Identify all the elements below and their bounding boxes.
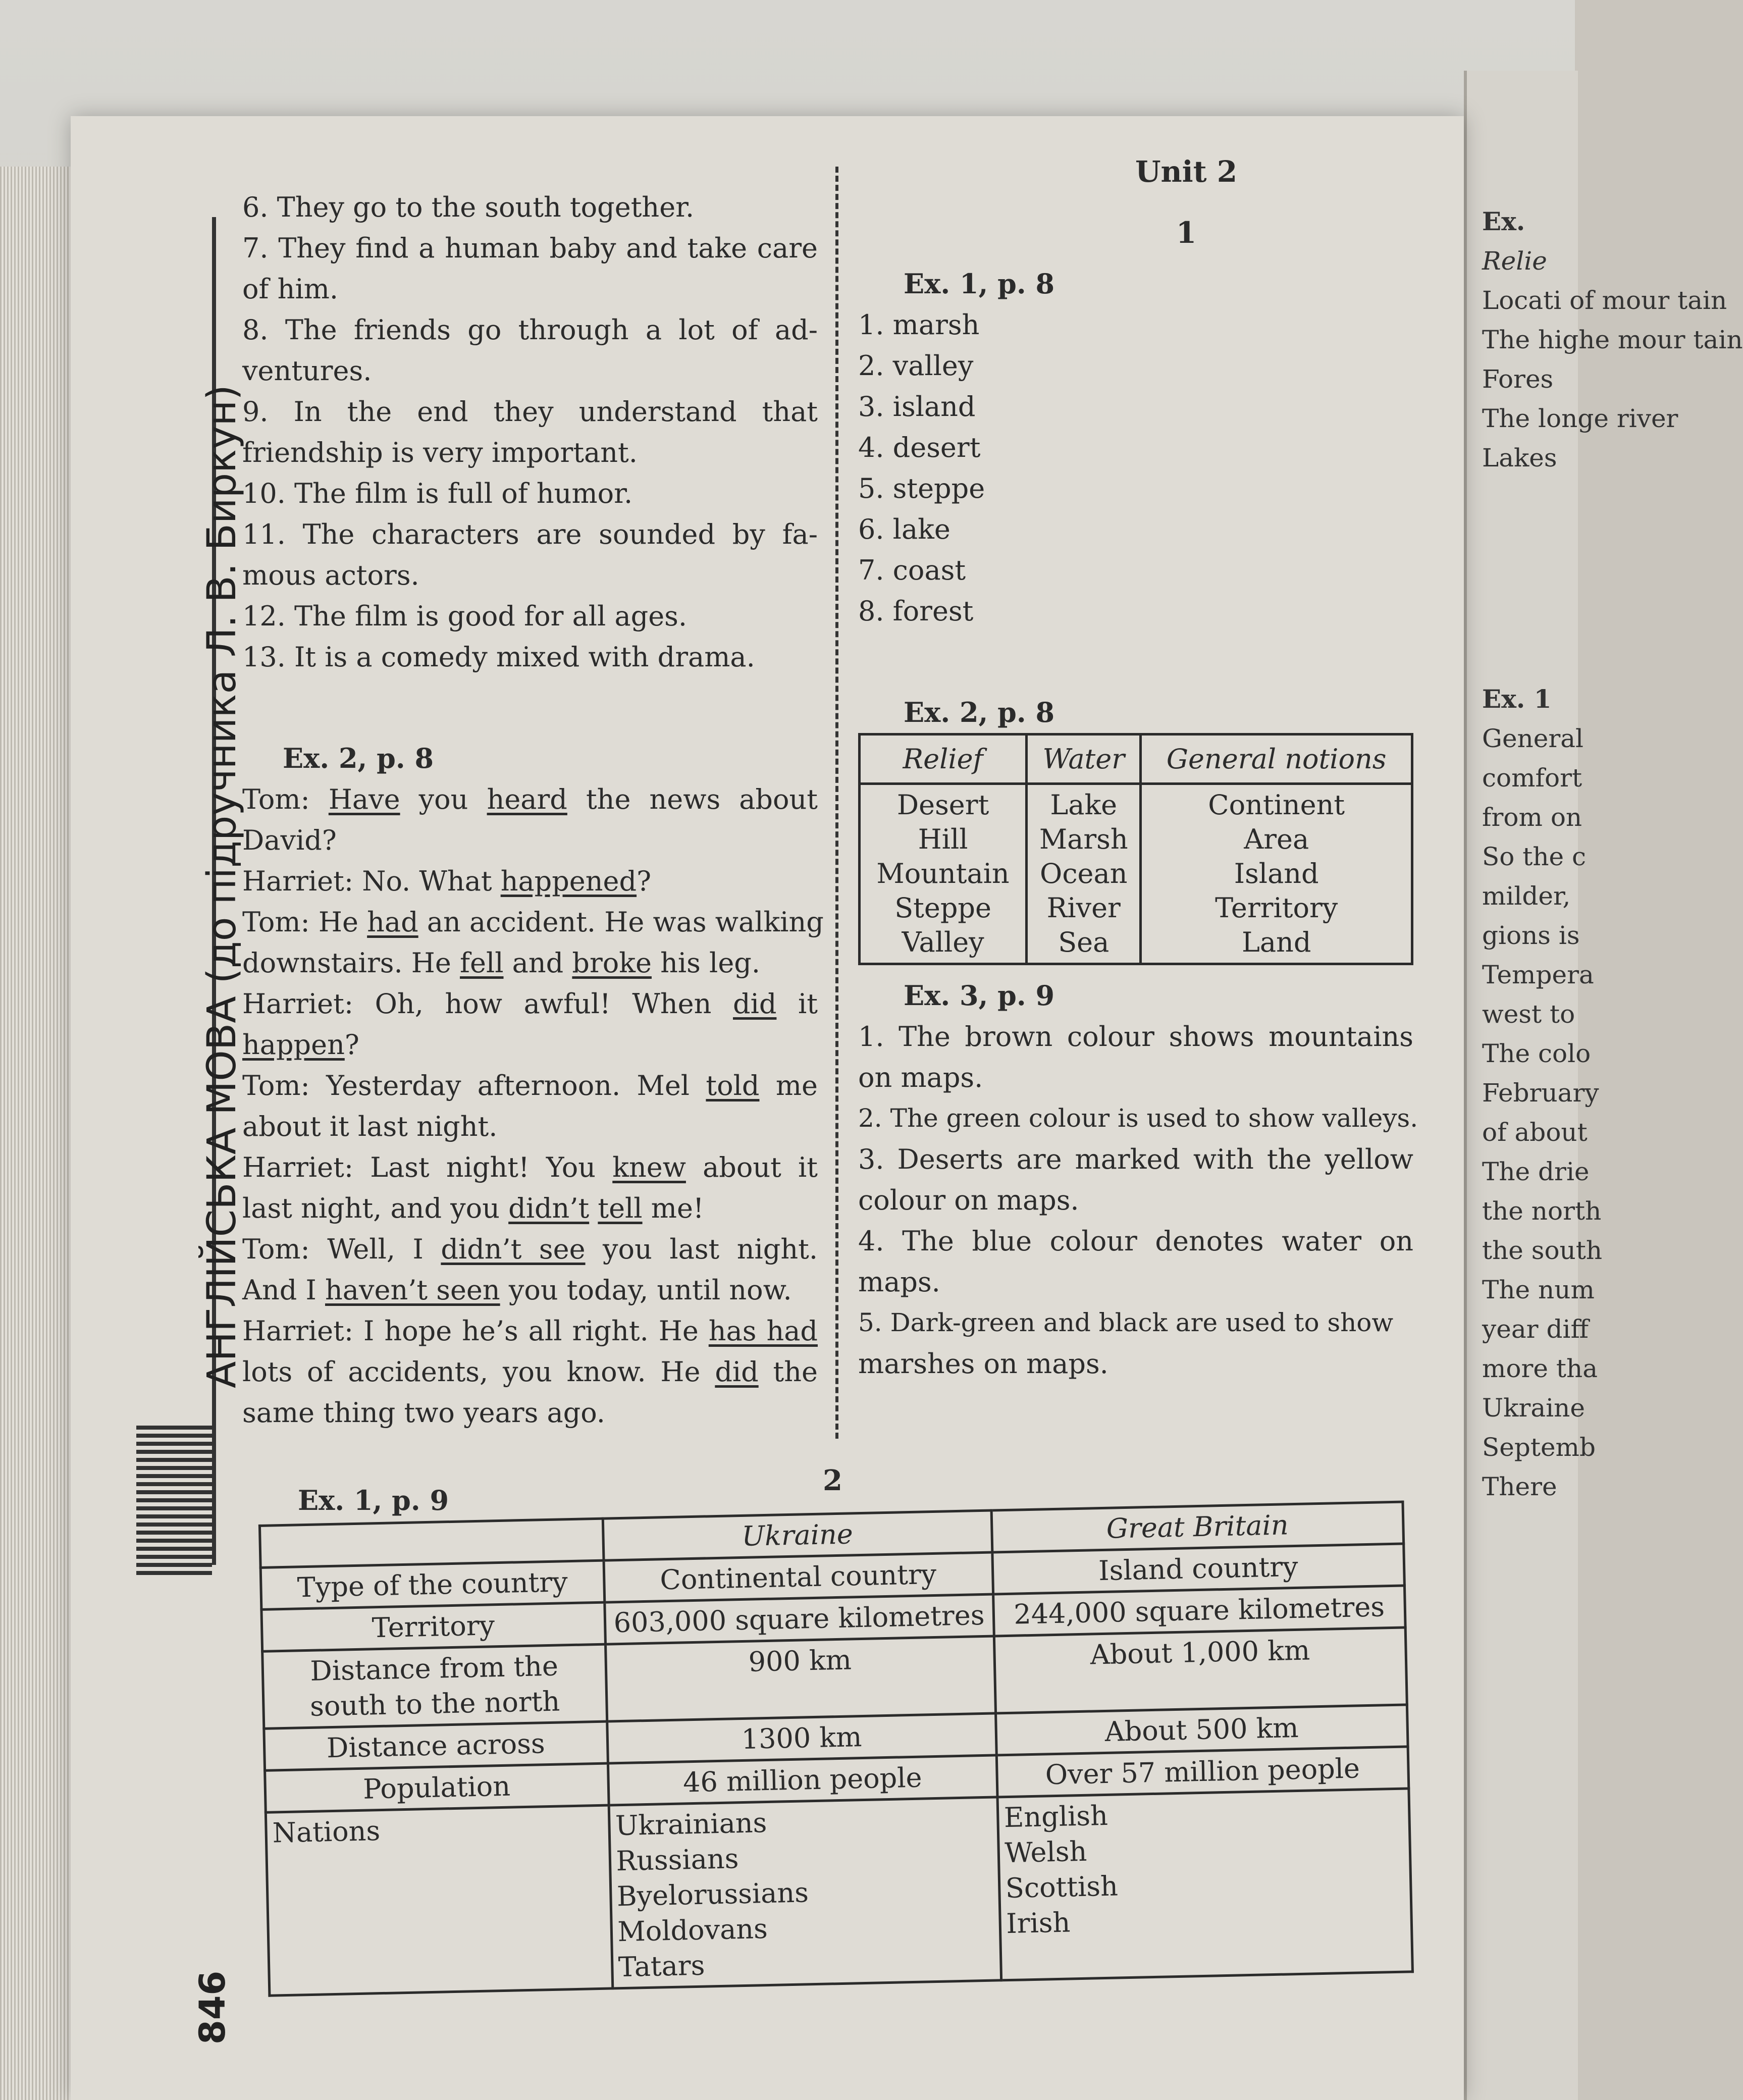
right-fragment-cell: Lakes — [1482, 443, 1557, 472]
right-fragment-line: Septemb — [1482, 1433, 1596, 1462]
right-fragment-line: the south — [1482, 1236, 1603, 1265]
right-fragment-line: The num — [1482, 1275, 1595, 1304]
table-cell-relief: Desert Hill Mountain Steppe Valley — [860, 784, 1027, 964]
list-line: 9. In the end they understand that — [242, 396, 818, 428]
exercise-title: Ex. 3, p. 9 — [904, 979, 1055, 1012]
dialogue-line: lots of accidents, you know. He did the — [242, 1356, 818, 1388]
table-header: Great Britain — [991, 1502, 1404, 1552]
exercise-title: Ex. 1, p. 8 — [904, 268, 1055, 300]
answer-item: 7. coast — [858, 554, 966, 586]
answer-line: colour on maps. — [858, 1184, 1079, 1216]
table-header: Water — [1027, 734, 1141, 784]
running-title-vertical: АНГЛІЙСЬКА МОВА (до підручника Л. В. Биркун) — [199, 385, 245, 1388]
right-page-fragment — [1464, 71, 1743, 2100]
right-fragment-line: of about — [1482, 1118, 1588, 1147]
right-fragment-line: from on — [1482, 803, 1582, 832]
country-table — [258, 1500, 1414, 1997]
exercise-title: Ex. 2, p. 8 — [283, 742, 434, 774]
right-fragment-line: comfort — [1482, 763, 1582, 793]
answer-item: 3. island — [858, 391, 976, 423]
table-row — [860, 784, 1412, 964]
right-fragment-cell: Locati of mour tain — [1482, 286, 1727, 315]
table-header — [259, 1518, 603, 1567]
column-divider — [835, 167, 838, 1439]
right-fragment-cell: Relie — [1482, 246, 1547, 276]
left-column — [242, 187, 824, 1433]
answer-line: 5. Dark-green and black are used to show — [858, 1308, 1394, 1337]
table-header: Relief — [860, 734, 1027, 784]
table-cell: 46 million people — [608, 1755, 997, 1805]
right-fragment-line: Ukraine — [1482, 1393, 1585, 1423]
table-cell: Over 57 million people — [996, 1747, 1409, 1797]
table-cell: About 500 km — [995, 1705, 1408, 1755]
dialogue-line: same thing two years ago. — [242, 1397, 605, 1429]
exercise-title: Ex. 2, p. 8 — [904, 696, 1055, 728]
table-cell-water: Lake Marsh Ocean River Sea — [1027, 784, 1141, 964]
table-cell: Island country — [992, 1544, 1404, 1594]
right-fragment-line: milder, — [1482, 881, 1571, 911]
right-fragment-line: gions is — [1482, 921, 1580, 950]
page-number: 846 — [192, 1970, 233, 2044]
answer-item: 8. forest — [858, 595, 974, 627]
right-fragment-line: The colo — [1482, 1039, 1591, 1068]
dialogue-line: Tom: Yesterday afternoon. Mel told me — [242, 1070, 818, 1101]
answer-item: 4. desert — [858, 432, 981, 463]
dialogue-line: Harriet: I hope he’s all right. He has had — [242, 1315, 818, 1347]
table-cell: About 1,000 km — [994, 1628, 1407, 1713]
right-fragment-line: February — [1482, 1078, 1599, 1108]
table-cell-ukraine-nations: Ukrainians Russians Byelorussians Moldovans Tatars — [609, 1797, 1001, 1988]
table-cell: 900 km — [605, 1636, 995, 1721]
answer-item: 1. marsh — [858, 309, 980, 341]
section-number: 1 — [1176, 216, 1197, 250]
answer-item: 5. steppe — [858, 472, 985, 504]
thumb-index-bars — [136, 1424, 212, 1575]
dialogue-line: happen? — [242, 1029, 359, 1061]
list-line: mous actors. — [242, 559, 419, 591]
table-cell: Continental country — [604, 1552, 993, 1602]
answer-line: 2. The green colour is used to show valleys. — [858, 1104, 1418, 1133]
list-line: 7. They find a human baby and take care — [242, 232, 818, 264]
table-cell: 244,000 square kilometres — [993, 1586, 1405, 1636]
table-cell: Distance from the south to the north — [262, 1644, 607, 1728]
right-fragment-line: Tempera — [1482, 960, 1594, 989]
relief-water-table — [858, 733, 1413, 965]
dialogue-line: downstairs. He fell and broke his leg. — [242, 947, 761, 979]
table-cell: 1300 km — [607, 1713, 996, 1763]
answer-item: 6. lake — [858, 513, 950, 545]
right-fragment-ex: Ex. 1 — [1482, 684, 1552, 714]
list-line: 12. The film is good for all ages. — [242, 600, 688, 632]
dialogue-line: David? — [242, 824, 337, 856]
dialogue-line: Harriet: Oh, how awful! When did it — [242, 988, 818, 1020]
dialogue-line: Harriet: No. What happened? — [242, 865, 652, 897]
answer-line: 4. The blue colour denotes water on — [858, 1225, 1413, 1257]
section-number: 2 — [823, 1464, 842, 1497]
unit-title: Unit 2 — [1135, 154, 1238, 189]
list-line: 10. The film is full of humor. — [242, 478, 633, 509]
right-fragment-line: year diff — [1482, 1315, 1589, 1344]
list-line: 8. The friends go through a lot of ad- — [242, 314, 818, 346]
right-fragment-line: There — [1482, 1472, 1557, 1501]
answer-line: 1. The brown colour shows mountains — [858, 1021, 1413, 1053]
table-cell: Population — [265, 1763, 609, 1812]
list-line: 11. The characters are sounded by fa- — [242, 518, 818, 550]
exercise-title: Ex. 1, p. 9 — [298, 1484, 449, 1516]
country-comparison — [257, 1455, 1414, 1997]
list-line: friendship is very important. — [242, 437, 638, 468]
right-fragment-line: the north — [1482, 1196, 1602, 1226]
right-fragment-cell: The longe river — [1482, 404, 1678, 433]
dialogue-line: about it last night. — [242, 1111, 498, 1142]
list-line: ventures. — [242, 355, 372, 387]
right-fragment-line: west to — [1482, 1000, 1575, 1029]
dialogue-line: Tom: He had an accident. He was walking — [242, 906, 824, 938]
list-line: 6. They go to the south together. — [242, 191, 695, 223]
dialogue-line: And I haven’t seen you today, until now. — [242, 1274, 792, 1306]
table-row-nations — [266, 1789, 1412, 1996]
table-cell-general: Continent Area Island Territory Land — [1141, 784, 1412, 964]
answer-item: 2. valley — [858, 350, 974, 382]
table-header: General notions — [1141, 734, 1412, 784]
dialogue-line: Tom: Well, I didn’t see you last night. — [242, 1233, 818, 1265]
right-fragment-cell: The highe mour tain — [1482, 325, 1743, 354]
table-cell: 603,000 square kilometres — [604, 1594, 994, 1644]
right-fragment-line: more tha — [1482, 1354, 1598, 1383]
table-cell: Distance across — [264, 1721, 608, 1770]
table-cell: Territory — [261, 1602, 605, 1651]
book-page-edges — [0, 167, 71, 2100]
right-fragment-ex-label: Ex. — [1482, 206, 1525, 236]
right-fragment-cell: Fores — [1482, 364, 1554, 394]
list-line: of him. — [242, 273, 339, 305]
dialogue-line: Harriet: Last night! You knew about it — [242, 1151, 818, 1183]
table-cell: Type of the country — [260, 1560, 604, 1609]
dialogue-line: Tom: Have you heard the news about — [242, 783, 818, 815]
right-fragment-line: The drie — [1482, 1157, 1590, 1186]
answer-line: on maps. — [858, 1062, 983, 1093]
list-line: 13. It is a comedy mixed with drama. — [242, 641, 755, 673]
dialogue-line: last night, and you didn’t tell me! — [242, 1192, 704, 1224]
answer-line: marshes on maps. — [858, 1348, 1108, 1380]
table-header-row — [860, 734, 1412, 784]
table-cell: Nations — [266, 1805, 612, 1996]
right-fragment-line: So the c — [1482, 842, 1587, 871]
table-header: Ukraine — [603, 1510, 992, 1560]
table-cell-gb-nations: English Welsh Scottish Irish — [997, 1789, 1413, 1980]
answer-line: 3. Deserts are marked with the yellow — [858, 1143, 1413, 1175]
right-column — [858, 151, 1418, 1384]
right-fragment-line: General — [1482, 724, 1584, 753]
answer-line: maps. — [858, 1266, 940, 1298]
